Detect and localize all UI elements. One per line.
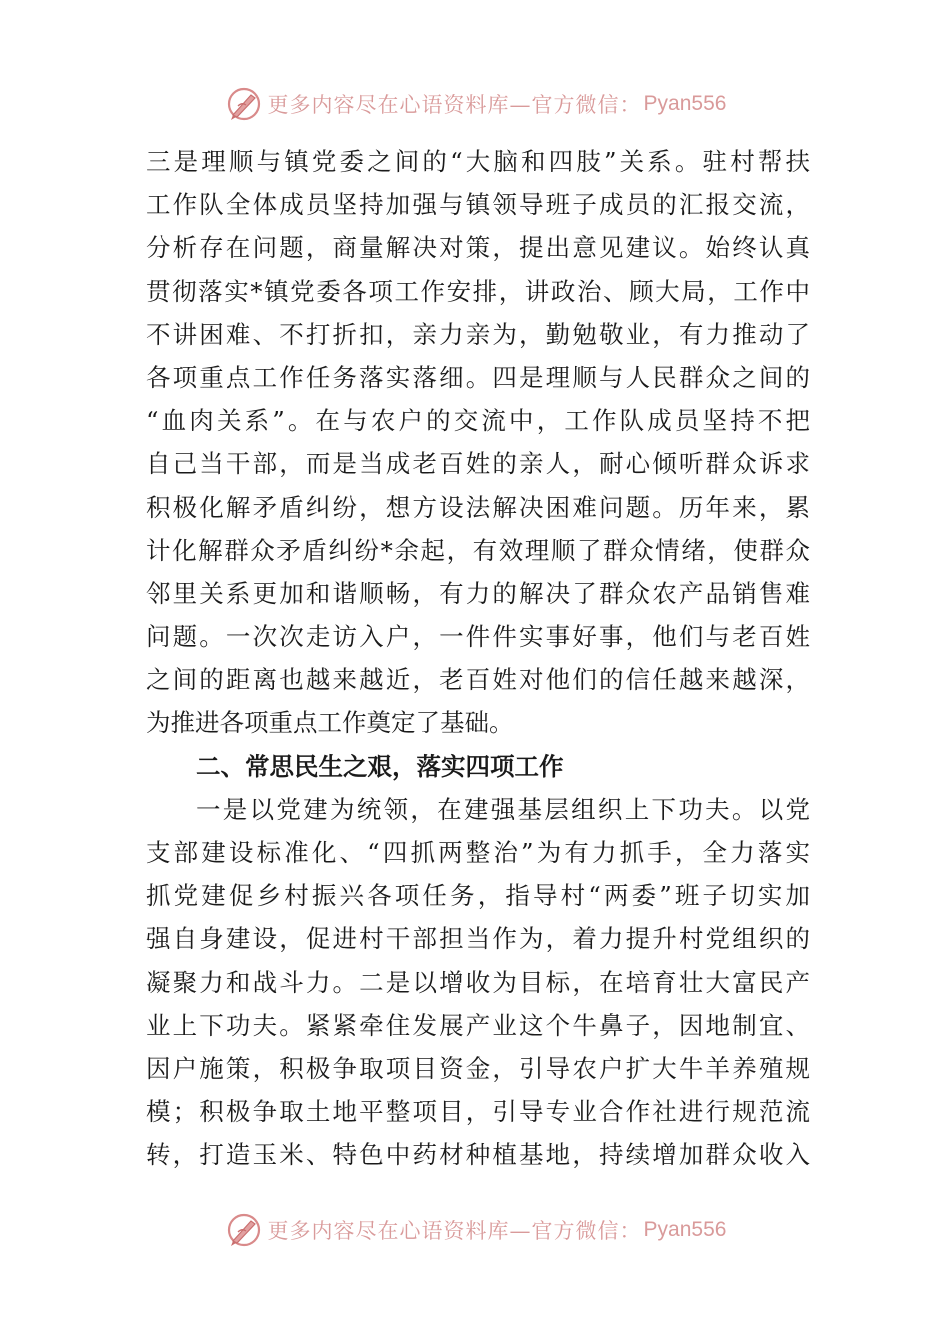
watermark-header (0, 82, 950, 126)
paragraph-line: 各项重点工作任务落实落细。四是理顺与人民群众之间的 (146, 362, 810, 392)
paragraph-line: 抓党建促乡村振兴各项任务，指导村“两委”班子切实加 (146, 881, 810, 911)
paragraph-line: 问题。一次次走访入户，一件件实事好事，他们与老百姓 (146, 622, 810, 652)
paragraph-line: 业上下功夫。紧紧牵住发展产业这个牛鼻子，因地制宜、 (146, 1010, 810, 1040)
paragraph-line: 一是以党建为统领，在建强基层组织上下功夫。以党 (196, 794, 810, 824)
paragraph-line: 分析存在问题，商量解决对策，提出意见建议。始终认真 (146, 233, 810, 263)
paragraph-line: 因户施策，积极争取项目资金，引导农户扩大牛羊养殖规 (146, 1053, 810, 1083)
paragraph-line: 积极化解矛盾纠纷，想方设法解决困难问题。历年来，累 (146, 492, 810, 522)
paragraph-line: 之间的距离也越来越近，老百姓对他们的信任越来越深， (146, 665, 810, 695)
paragraph-line: 强自身建设，促进村干部担当作为，着力提升村党组织的 (146, 924, 810, 954)
watermark-wechat-id: Pyan556 (643, 92, 727, 115)
paragraph-line: 支部建设标准化、“四抓两整治”为有力抓手，全力落实 (146, 838, 810, 867)
paragraph-line: 邻里关系更加和谐顺畅，有力的解决了群众农产品销售难 (146, 578, 810, 608)
paragraph-line: “血肉关系”。在与农户的交流中，工作队成员坚持不把 (146, 406, 810, 436)
pen-logo-icon (224, 84, 264, 124)
watermark-text: 更多内容尽在心语资料库—官方微信： (267, 1219, 642, 1243)
paragraph-line: 贯彻落实*镇党委各项工作安排，讲政治、顾大局，工作中 (146, 276, 810, 306)
paragraph-line: 转，打造玉米、特色中药材种植基地，持续增加群众收入 (146, 1140, 810, 1170)
paragraph-line: 模；积极争取土地平整项目，引导专业合作社进行规范流 (146, 1097, 810, 1127)
pen-logo-icon (224, 1210, 264, 1250)
document-body (146, 140, 810, 1177)
paragraph-line: 计化解群众矛盾纠纷*余起，有效理顺了群众情绪，使群众 (146, 535, 810, 565)
paragraph-line: 凝聚力和战斗力。二是以增收为目标，在培育壮大富民产 (146, 967, 810, 997)
paragraph-line: 工作队全体成员坚持加强与镇领导班子成员的汇报交流， (146, 190, 810, 220)
watermark-wechat-id: Pyan556 (643, 1218, 727, 1241)
section-heading: 二、常思民生之艰，落实四项工作 (196, 751, 564, 781)
paragraph-line: 为推进各项重点工作奠定了基础。 (146, 708, 514, 738)
paragraph-line: 三是理顺与镇党委之间的“大脑和四肢”关系。驻村帮扶 (146, 147, 810, 176)
watermark-text: 更多内容尽在心语资料库—官方微信： (267, 93, 642, 117)
watermark-footer (0, 1208, 950, 1252)
paragraph-line: 自己当干部，而是当成老百姓的亲人，耐心倾听群众诉求 (146, 449, 810, 479)
paragraph-line: 不讲困难、不打折扣，亲力亲为，勤勉敬业，有力推动了 (146, 319, 810, 349)
